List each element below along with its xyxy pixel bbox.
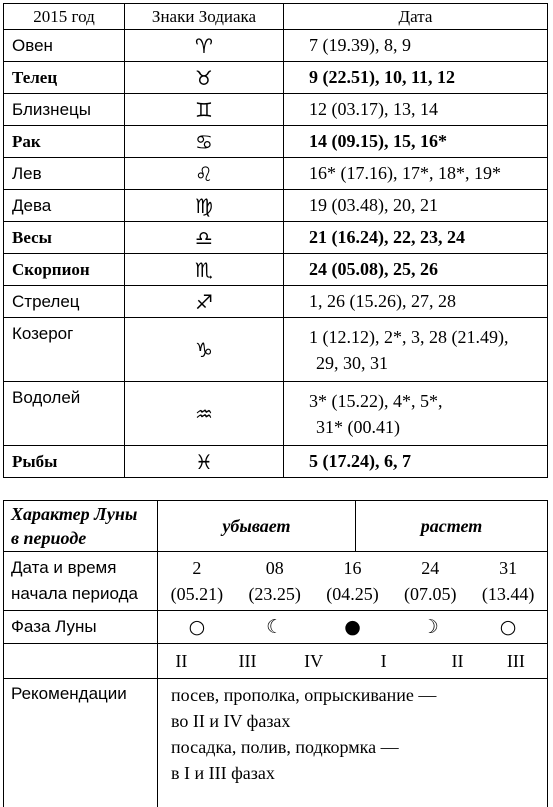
zodiac-row: [4, 30, 548, 62]
zodiac-date-line: 14 (09.15), 15, 16*: [309, 131, 547, 152]
zodiac-name: Телец: [4, 62, 125, 94]
zodiac-name: Весы: [4, 222, 125, 254]
recommendation-line: посев, прополка, опрыскивание —: [171, 682, 547, 708]
period-day: 08: [236, 555, 314, 581]
zodiac-row: [4, 190, 548, 222]
zodiac-row: [4, 254, 548, 286]
period-cell: [391, 555, 469, 607]
period-time: (04.25): [314, 581, 392, 607]
moon-phase-label: Фаза Луны: [4, 611, 158, 644]
zodiac-row: [4, 158, 548, 190]
period-cell: [469, 555, 547, 607]
quarter-label: II: [175, 651, 187, 672]
period-start-label: [4, 552, 158, 611]
moon-character-label-line: Характер Луны: [11, 502, 157, 526]
recommendations-text: [158, 679, 548, 807]
zodiac-row: [4, 382, 548, 446]
recommendation-line: посадка, полив, подкормка —: [171, 734, 547, 760]
libra-icon: ♎︎: [125, 222, 284, 254]
zodiac-dates: [284, 94, 548, 126]
zodiac-date-line: 1, 26 (15.26), 27, 28: [309, 291, 547, 312]
zodiac-name: Рыбы: [4, 446, 125, 478]
zodiac-name: Рак: [4, 126, 125, 158]
quarter-label-empty: [4, 644, 158, 679]
zodiac-date-line: 5 (17.24), 6, 7: [309, 451, 547, 472]
zodiac-dates: [284, 190, 548, 222]
zodiac-dates: [284, 30, 548, 62]
cancer-icon: ♋︎: [125, 126, 284, 158]
moon-character-row: [4, 501, 548, 552]
last-quarter-icon: ☾: [236, 616, 314, 638]
zodiac-date-line: 12 (03.17), 13, 14: [309, 99, 547, 120]
scorpio-icon: ♏︎: [125, 254, 284, 286]
zodiac-row: [4, 286, 548, 318]
recommendations-row: [4, 679, 548, 807]
zodiac-date-line: 7 (19.39), 8, 9: [309, 35, 547, 56]
gemini-icon: ♊︎: [125, 94, 284, 126]
quarter-label: III: [507, 651, 525, 672]
recommendations-label: Рекомендации: [4, 679, 158, 807]
moon-phase-values: [158, 611, 548, 644]
zodiac-header-row: [4, 4, 548, 30]
zodiac-dates: [284, 126, 548, 158]
recommendation-line: в I и III фазах: [171, 760, 547, 786]
zodiac-dates: [284, 222, 548, 254]
sagittarius-icon: ♐︎: [125, 286, 284, 318]
zodiac-name: Дева: [4, 190, 125, 222]
waning-cell: убывает: [158, 501, 356, 552]
zodiac-name: Скорпион: [4, 254, 125, 286]
period-time: (05.21): [158, 581, 236, 607]
period-cell: [158, 555, 236, 607]
zodiac-dates: [284, 254, 548, 286]
zodiac-dates: [284, 286, 548, 318]
zodiac-row: [4, 222, 548, 254]
zodiac-date-line: 21 (16.24), 22, 23, 24: [309, 227, 547, 248]
moon-table: [3, 500, 548, 807]
quarter-label: III: [238, 651, 256, 672]
leo-icon: ♌︎: [125, 158, 284, 190]
waxing-cell: растет: [356, 501, 548, 552]
period-start-row: [4, 552, 548, 611]
zodiac-name: Стрелец: [4, 286, 125, 318]
moon-phase-row: [4, 611, 548, 644]
period-day: 16: [314, 555, 392, 581]
zodiac-date-line: 9 (22.51), 10, 11, 12: [309, 67, 547, 88]
zodiac-dates: [284, 318, 548, 382]
quarter-label: I: [381, 651, 387, 672]
zodiac-date-line: 16* (17.16), 17*, 18*, 19*: [309, 163, 547, 184]
zodiac-row: [4, 446, 548, 478]
new-moon-icon: ●: [314, 616, 392, 638]
signs-header: Знаки Зодиака: [125, 4, 284, 30]
zodiac-name: Лев: [4, 158, 125, 190]
capricorn-icon: ♑︎: [125, 318, 284, 382]
moon-character-label: [4, 501, 158, 552]
pisces-icon: ♓︎: [125, 446, 284, 478]
zodiac-dates: [284, 446, 548, 478]
zodiac-date-line: 1 (12.12), 2*, 3, 28 (21.49),: [309, 324, 547, 350]
virgo-icon: ♍︎: [125, 190, 284, 222]
period-cell: [236, 555, 314, 607]
period-time: (23.25): [236, 581, 314, 607]
zodiac-row: [4, 126, 548, 158]
first-quarter-icon: ☽: [391, 616, 469, 638]
recommendation-line: во II и IV фазах: [171, 708, 547, 734]
full-moon-icon: ○: [469, 616, 547, 638]
full-moon-icon: ○: [158, 616, 236, 638]
quarter-label: IV: [304, 651, 323, 672]
taurus-icon: ♉︎: [125, 62, 284, 94]
period-cell: [314, 555, 392, 607]
aquarius-icon: ♒︎: [125, 382, 284, 446]
period-start-values: [158, 552, 548, 611]
date-header: Дата: [284, 4, 548, 30]
aries-icon: ♈︎: [125, 30, 284, 62]
zodiac-dates: [284, 158, 548, 190]
quarter-label: II: [452, 651, 464, 672]
zodiac-date-line: 24 (05.08), 25, 26: [309, 259, 547, 280]
period-time: (07.05): [391, 581, 469, 607]
zodiac-name: Козерог: [4, 318, 125, 382]
zodiac-dates: [284, 382, 548, 446]
zodiac-table: [3, 3, 548, 478]
period-day: 24: [391, 555, 469, 581]
zodiac-date-line: 29, 30, 31: [309, 350, 547, 376]
year-header: 2015 год: [4, 4, 125, 30]
period-start-label-line: начала периода: [11, 581, 157, 607]
quarter-row: [4, 644, 548, 679]
zodiac-name: Близнецы: [4, 94, 125, 126]
zodiac-name: Водолей: [4, 382, 125, 446]
period-day: 31: [469, 555, 547, 581]
moon-character-label-line: в периоде: [11, 526, 157, 550]
period-time: (13.44): [469, 581, 547, 607]
zodiac-row: [4, 94, 548, 126]
period-start-label-line: Дата и время: [11, 555, 157, 581]
zodiac-row: [4, 62, 548, 94]
quarter-values: [158, 644, 548, 679]
period-day: 2: [158, 555, 236, 581]
zodiac-name: Овен: [4, 30, 125, 62]
zodiac-date-line: 19 (03.48), 20, 21: [309, 195, 547, 216]
zodiac-date-line: 31* (00.41): [309, 414, 547, 440]
zodiac-dates: [284, 62, 548, 94]
zodiac-row: [4, 318, 548, 382]
zodiac-date-line: 3* (15.22), 4*, 5*,: [309, 388, 547, 414]
